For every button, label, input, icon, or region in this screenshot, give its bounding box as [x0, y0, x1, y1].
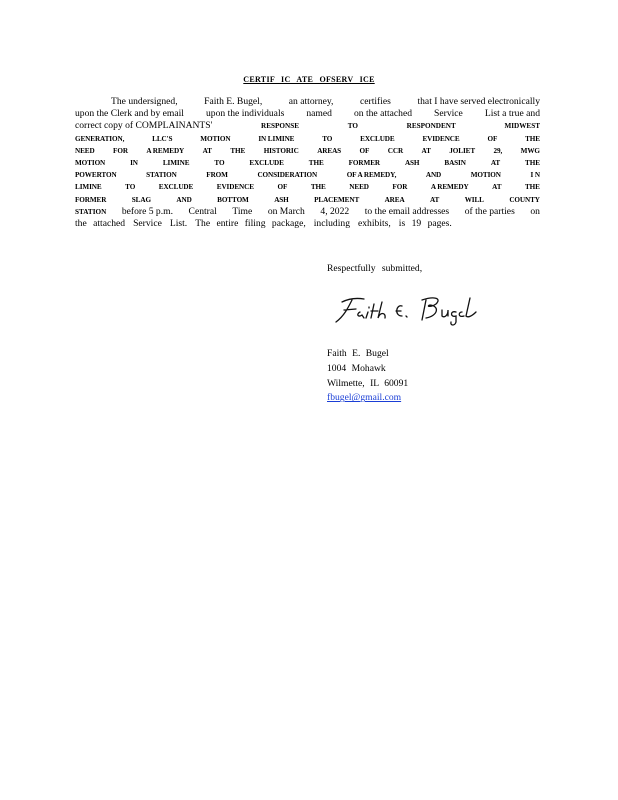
body-word: List.: [169, 217, 188, 229]
body-word: to the email addresses: [364, 205, 450, 217]
body-word: LIMINE: [75, 183, 102, 192]
body-word: FORMER: [75, 195, 107, 204]
body-word: COUNTY: [509, 195, 540, 204]
body-word: STATION: [75, 207, 107, 216]
body-word: Central: [188, 205, 217, 217]
body-word: STATION: [146, 171, 177, 180]
handwritten-signature: [330, 290, 490, 335]
signer-street: 1004 Mohawk: [327, 362, 386, 374]
body-word: TO: [322, 134, 333, 143]
body-word: upon the Clerk and by email: [75, 108, 184, 120]
body-word: AT: [490, 158, 501, 167]
body-word: The undersigned,: [111, 96, 178, 107]
body-word: Faith E. Bugel,: [204, 96, 263, 107]
body-word: the attached: [75, 217, 126, 229]
signer-city: Wilmette, IL 60091: [327, 377, 409, 389]
body-line: [75, 169, 540, 181]
document-title-text: CERTIF IC ATE OFSERV ICE: [243, 75, 375, 84]
body-word: FORMER: [348, 158, 380, 167]
body-word: on March: [267, 205, 305, 217]
body-word: TO: [347, 122, 358, 131]
body-word: OF A REMEDY,: [346, 171, 397, 180]
body-word: A REMEDY: [146, 146, 185, 155]
body-word: 4, 2022: [320, 205, 350, 217]
body-line: [75, 206, 540, 218]
body-word: IN LIMINE: [258, 134, 295, 143]
body-word: OF: [359, 146, 370, 155]
body-word: before 5 p.m.: [121, 205, 173, 217]
body-word: LIMINE: [162, 158, 190, 167]
body-word: SLAG: [131, 195, 151, 204]
certificate-body: [75, 96, 540, 230]
body-word: THE: [310, 183, 326, 192]
body-word: THE: [308, 158, 324, 167]
body-word: The entire filing package,: [195, 217, 306, 229]
body-word: ASH: [274, 195, 289, 204]
body-word: THE: [525, 134, 540, 143]
body-line: [75, 181, 540, 193]
body-word: PLACEMENT: [314, 195, 360, 204]
body-word: OF: [277, 183, 288, 192]
body-word: correct copy of COMPLAINANTS': [75, 120, 213, 132]
body-word: is 19 pages.: [398, 217, 452, 229]
body-word: named: [306, 108, 332, 120]
body-word: including: [313, 217, 350, 229]
body-word: MOTION: [75, 158, 106, 167]
body-word: EXCLUDE: [158, 183, 194, 192]
body-word: on: [530, 205, 540, 217]
body-word: AND: [176, 195, 192, 204]
body-word: HISTORIC: [263, 146, 299, 155]
body-word: I N: [530, 171, 540, 180]
body-line: [75, 218, 540, 230]
body-line: [75, 145, 540, 157]
body-word: TO: [125, 183, 136, 192]
body-word: AREA: [384, 195, 405, 204]
body-word: NEED: [75, 146, 95, 155]
body-line: [75, 194, 540, 206]
body-word: LLC'S: [152, 134, 173, 143]
body-word: CCR: [387, 146, 404, 155]
body-word: NEED: [349, 183, 369, 192]
body-word: Service: [133, 217, 162, 229]
body-word: MIDWEST: [504, 122, 540, 131]
body-word: FROM: [206, 171, 228, 180]
body-word: an attorney,: [288, 96, 334, 107]
body-line: [75, 133, 540, 145]
body-word: BOTTOM: [217, 195, 249, 204]
body-word: CONSIDERATION: [257, 171, 318, 180]
body-word: List a true and: [484, 108, 540, 120]
body-word: THE: [525, 158, 540, 167]
body-word: AT: [492, 183, 502, 192]
body-word: EXCLUDE: [249, 158, 284, 167]
body-line: [75, 96, 540, 108]
body-word: AT: [202, 146, 212, 155]
body-line: [75, 120, 540, 132]
body-word: TO: [214, 158, 225, 167]
body-word: certifies: [360, 96, 391, 107]
body-word: AND: [425, 171, 442, 180]
body-word: ASH: [404, 158, 420, 167]
body-word: RESPONDENT: [406, 122, 456, 131]
body-word: A REMEDY: [430, 183, 469, 192]
body-word: EVIDENCE: [216, 183, 254, 192]
document-title: [0, 75, 618, 84]
body-word: AREAS: [317, 146, 342, 155]
body-word: EVIDENCE: [422, 134, 460, 143]
body-word: GENERATION,: [75, 134, 125, 143]
body-word: IN: [130, 158, 138, 167]
signer-email-link[interactable]: fbugel@gmail.com: [327, 392, 402, 404]
body-word: OF: [487, 134, 498, 143]
body-word: EXCLUDE: [360, 134, 395, 143]
body-word: MWG: [520, 146, 540, 155]
signature-block: [327, 347, 421, 406]
body-word: 29,: [493, 146, 503, 155]
body-line: [75, 157, 540, 169]
body-word: AT: [421, 146, 431, 155]
body-word: RESPONSE: [261, 122, 299, 131]
body-word: BASIN: [444, 158, 466, 167]
body-word: Service: [434, 108, 463, 120]
body-word: exhibits,: [358, 217, 391, 229]
body-word: WILL: [464, 195, 484, 204]
body-line: [75, 108, 540, 120]
body-word: upon the individuals: [206, 108, 285, 120]
body-word: FOR: [392, 183, 408, 192]
signer-name: Faith E. Bugel: [327, 348, 389, 359]
body-word: of the parties: [464, 205, 515, 217]
body-word: JOLIET: [449, 146, 476, 155]
body-word: MOTION: [470, 171, 501, 180]
signature-drawing: [330, 290, 490, 330]
body-word: that I have served electronically: [417, 96, 540, 107]
body-word: POWERTON: [75, 171, 117, 180]
body-word: on the attached: [353, 108, 413, 120]
body-word: AT: [429, 195, 440, 204]
body-word: MOTION: [200, 134, 231, 143]
body-word: THE: [230, 146, 246, 155]
closing-line: Respectfully submitted,: [327, 263, 423, 274]
body-word: THE: [524, 183, 540, 192]
body-word: FOR: [113, 146, 128, 155]
body-word: Time: [232, 205, 253, 217]
